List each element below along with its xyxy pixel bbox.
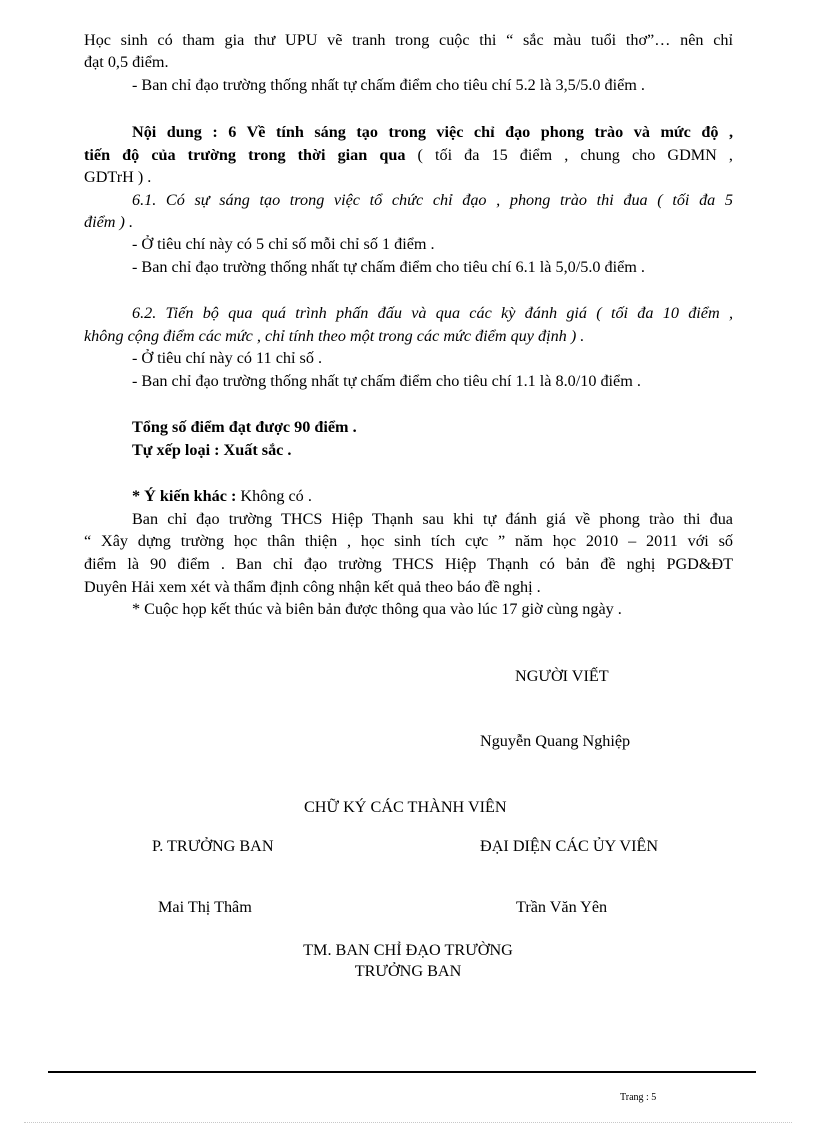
head-of-board-label: TM. BAN CHỈ ĐẠO TRƯỜNG xyxy=(303,941,513,959)
paragraph-line: đạt 0,5 điểm. xyxy=(84,53,169,71)
criterion-note: - Ban chỉ đạo trường thống nhất tự chấm điểm cho tiêu chí 6.1 là 5,0/5.0 điểm . xyxy=(132,258,645,276)
head-of-board-title: TRƯỞNG BAN xyxy=(354,962,462,980)
other-opinion-label: * Ý kiến khác : xyxy=(132,487,237,505)
criterion-note: - Ở tiêu chí này có 11 chỉ số . xyxy=(132,349,323,367)
section-heading-rest: ( tối đa 15 điểm , chung cho GDMN , xyxy=(405,146,733,164)
criterion-note: - Ban chỉ đạo trường thống nhất tự chấm điểm cho tiêu chí 1.1 là 8.0/10 điểm . xyxy=(132,372,641,390)
other-opinion-value: Không có . xyxy=(236,487,312,505)
writer-title: NGƯỜI VIẾT xyxy=(515,667,609,685)
section-heading-line xyxy=(84,145,733,165)
representative-name: Trần Văn Yên xyxy=(516,898,608,916)
page-number: Trang : 5 xyxy=(620,1092,657,1103)
paragraph-line: GDTrH ) . xyxy=(84,168,152,186)
criterion-title-line: điểm ) . xyxy=(84,213,133,231)
paragraph-line: - Ban chỉ đạo trường thống nhất tự chấm điểm cho tiêu chí 5.2 là 3,5/5.0 điểm . xyxy=(132,76,645,94)
section-heading-bold: tiến độ của trường trong thời gian qua xyxy=(84,146,406,164)
criterion-title-line: không cộng điểm các mức , chỉ tính theo một trong các mức điểm quy định ) . xyxy=(84,327,585,345)
total-score: Tổng số điểm đạt được 90 điểm . xyxy=(132,418,357,436)
conclusion-line: Ban chỉ đạo trường THCS Hiệp Thạnh sau khi tự đánh giá về phong trào thi đua xyxy=(132,510,733,528)
members-heading: CHỮ KÝ CÁC THÀNH VIÊN xyxy=(304,798,507,816)
representative-title: ĐẠI DIỆN CÁC ỦY VIÊN xyxy=(480,837,659,855)
writer-name: Nguyễn Quang Nghiệp xyxy=(480,732,631,750)
criterion-title: 6.2. Tiến bộ qua quá trình phấn đấu và qua các kỳ đánh giá ( tối đa 10 điểm , xyxy=(132,304,733,322)
self-rank: Tự xếp loại : Xuất sắc . xyxy=(132,441,292,459)
conclusion-line: Duyên Hải xem xét và thẩm định công nhận kết quả theo báo đề nghị . xyxy=(84,578,541,596)
closing-statement: * Cuộc họp kết thúc và biên bản được thông qua vào lúc 17 giờ cùng ngày . xyxy=(132,600,622,618)
paragraph-line: Học sinh có tham gia thư UPU vẽ tranh trong cuộc thi “ sắc màu tuổi thơ”… nên chỉ xyxy=(84,31,733,49)
criterion-note: - Ở tiêu chí này có 5 chỉ số mỗi chỉ số 1 điểm . xyxy=(132,235,435,253)
footer-divider xyxy=(48,1071,756,1073)
conclusion-line: “ Xây dựng trường học thân thiện , học sinh tích cực ” năm học 2010 – 2011 với số xyxy=(84,532,733,550)
other-opinion xyxy=(132,486,312,506)
conclusion-line: điểm là 90 điểm . Ban chỉ đạo trường THCS Hiệp Thạnh có bản đề nghị PGD&ĐT xyxy=(84,555,733,573)
deputy-name: Mai Thị Thâm xyxy=(158,898,252,916)
criterion-title: 6.1. Có sự sáng tạo trong việc tổ chức chỉ đạo , phong trào thi đua ( tối đa 5 xyxy=(132,191,733,209)
section-heading: Nội dung : 6 Về tính sáng tạo trong việc chỉ đạo phong trào và mức độ , xyxy=(132,123,733,141)
deputy-title: P. TRƯỞNG BAN xyxy=(152,837,274,855)
